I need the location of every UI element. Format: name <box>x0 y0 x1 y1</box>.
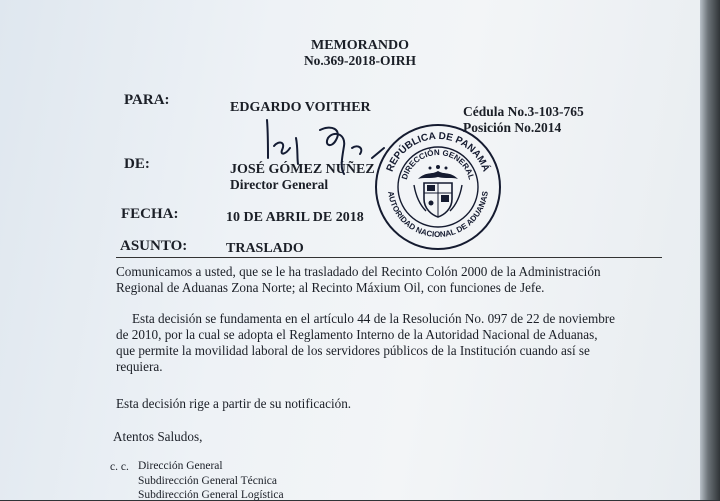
page-edge-shadow <box>700 0 720 500</box>
official-stamp <box>374 123 502 251</box>
cc-item: Dirección General <box>138 460 223 472</box>
paragraph-1 <box>116 264 646 296</box>
fecha-label: FECHA: <box>121 206 179 222</box>
memo-title: MEMORANDO <box>311 38 409 53</box>
de-label: DE: <box>124 156 150 172</box>
fecha-value: 10 DE ABRIL DE 2018 <box>226 210 364 225</box>
cc-item: Subdirección General Logística <box>138 489 284 501</box>
cc-item: Subdirección General Técnica <box>138 475 277 487</box>
paragraph-1-line: Regional de Aduanas Zona Norte; al Recinto Máxium Oil, con funciones de Jefe. <box>116 280 545 295</box>
stamp-text-top: REPÚBLICA DE PANAMÁ <box>384 130 492 174</box>
memo-number: No.369-2018-OIRH <box>303 53 417 68</box>
paragraph-2-line: requiera. <box>116 359 163 374</box>
stamp-text-bottom: AUTORIDAD NACIONAL DE ADUANAS <box>386 190 490 240</box>
closing-salutation: Atentos Saludos, <box>113 429 203 444</box>
stamp-text-inner: DIRECCIÓN GENERAL <box>399 147 477 181</box>
para-label: PARA: <box>124 92 170 108</box>
subject-divider <box>116 257 662 258</box>
paragraph-2-line: de 2010, por la cual se adopta el Reglamento Interno de la Autoridad Nacional de Aduanas, <box>116 327 598 342</box>
cedula-number: Cédula No.3-103-765 <box>463 104 584 119</box>
position-number: Posición No.2014 <box>463 120 562 135</box>
cc-label: c. c. <box>110 461 129 473</box>
paragraph-1-line: Comunicamos a usted, que se le ha trasladado del Recinto Colón 2000 de la Administración <box>116 264 601 279</box>
para-value: EDGARDO VOITHER <box>230 100 371 115</box>
paragraph-2-line: que permite la movilidad laboral de los servidores públicos de la Institución cuando así se <box>116 343 590 358</box>
effective-clause: Esta decisión rige a partir de su notificación. <box>116 396 352 411</box>
asunto-label: ASUNTO: <box>120 238 188 254</box>
de-name: JOSÉ GÓMEZ NÚÑEZ <box>230 162 375 177</box>
coat-of-arms-icon <box>414 165 462 217</box>
paragraph-2 <box>116 311 646 375</box>
paragraph-2-line: Esta decisión se fundamenta en el artículo 44 de la Resolución No. 097 de 22 de noviembre <box>132 311 616 326</box>
de-title: Director General <box>230 177 329 192</box>
asunto-value: TRASLADO <box>226 241 304 256</box>
